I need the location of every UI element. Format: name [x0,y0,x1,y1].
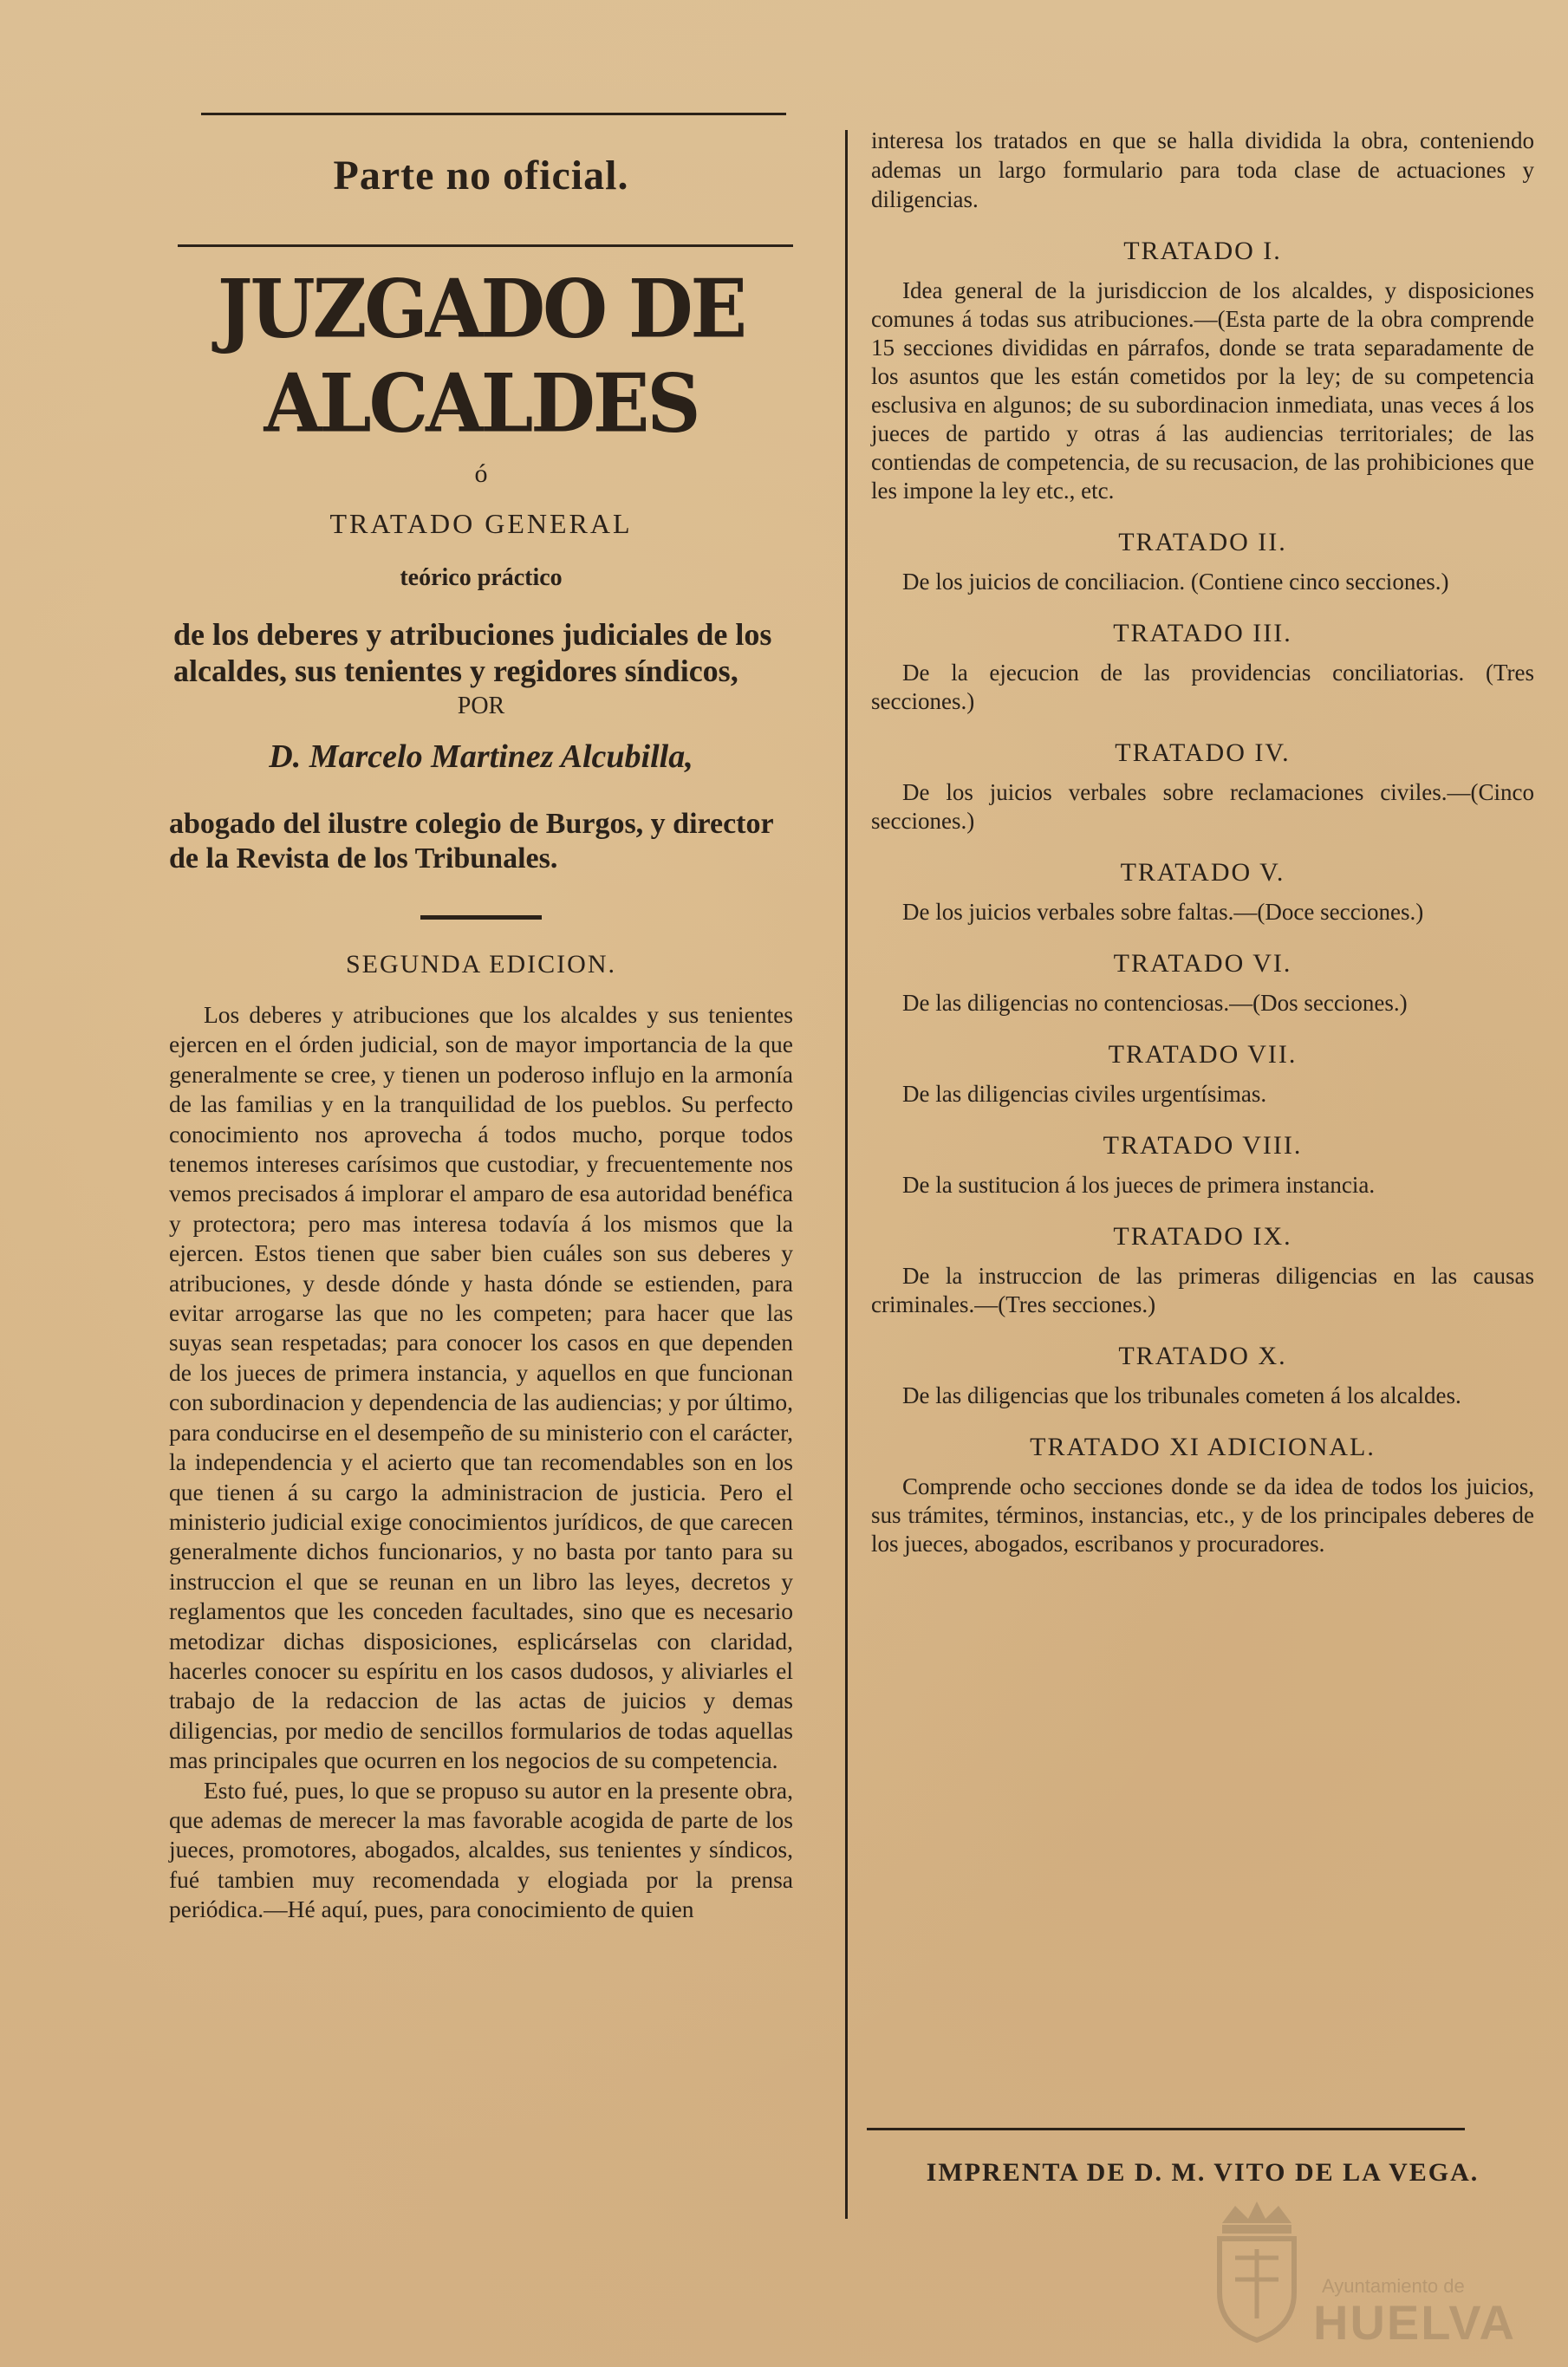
tratado-description: De la ejecucion de las providencias conciliatorias. (Tres secciones.) [871,660,1534,714]
tratado-heading: TRATADO IX. [1113,1222,1292,1251]
watermark-logo [1209,2197,1516,2350]
tratado-heading: TRATADO VI. [1113,949,1292,978]
bottom-rule-right [867,2128,1465,2130]
main-title: JUZGADO DE ALCALDES [217,261,745,452]
printer-imprint: IMPRENTA DE D. M. VITO DE LA VEGA. [926,2158,1480,2187]
tratado-heading: TRATADO XI ADICIONAL. [1030,1433,1376,1461]
tratado-description: Idea general de la jurisdiccion de los alcaldes, y disposiciones comunes á todas sus atribuciones.—(Esta parte de la obra comprende 15 secciones divididas en párrafos, donde se trata separadamente de los asuntos que les están cometidos por la ley; de su competencia esclusiva en algunos; de su subordinacion inmediata, unas veces á los jueces de partido y otras á las audiencias territoriales; de las contiendas de competencia, de su recusacion, de las prohibiciones que les impone la ley etc., etc. [871,277,1534,504]
author-title: abogado del ilustre colegio de Burgos, y director de la Revista de los Tribunales. [169,808,773,875]
tratado-heading: TRATADO V. [1120,858,1285,887]
tratado-description: De los juicios verbales sobre faltas.—(Doce secciones.) [902,899,1424,925]
tratado-description: De los juicios de conciliacion. (Contiene cinco secciones.) [902,569,1449,595]
tratado-description: Comprende ocho secciones donde se da idea de todos los juicios, sus trámites, términos, instancias, etc., y de los principales deberes de los jueces, abogados, escribanos y procuradores. [871,1473,1534,1557]
body-paragraph: Los deberes y atribuciones que los alcaldes y sus tenientes ejercen en el órden judicial, son de mayor importancia de la que generalmente se cree, y tienen un poderoso influjo en la armonía de las familias y en la tranquilidad de los pueblos. Su perfecto conocimiento nos aprovecha á todos mucho, porque todos tenemos intereses carísimos que custodiar, y frecuentemente nos vemos precisados á implorar el amparo de esa autoridad benéfica y protectora; pero mas interesa todavía á los mismos que la ejercen. Estos tienen que saber bien cuáles son sus deberes y atribuciones, y desde dónde y hasta dónde se estienden, para evitar arrogarse las que no les competen; para hacer que las suyas sean respetadas; para conocer los casos en que dependen de los jueces de primera instancia, y aquellos en que funcionan con subordinacion y dependencia de las audiencias; y por último, para conducirse en el desempeño de su ministerio con el carácter, la independencia y el acierto que tan recomendables son en los que tienen á su cargo la administracion de justicia. Pero el ministerio judicial exige conocimientos jurídicos, de que carecen generalmente dichos funcionarios, y no basta por tanto para su instruccion el que se reunan en un libro las leyes, decretos y reglamentos que les conceden facultades, sino que es necesario metodizar dichas disposiciones, esplicárselas con claridad, hacerles conocer su espíritu en los casos dudosos, y aliviarles el trabajo de la redaccion de las actas de juicios y demas diligencias, por medio de sencillos formularios de todas aquellas mas principales que ocurren en los negocios de su competencia. [169,1001,793,1774]
watermark-text-top: Ayuntamiento de [1322,2275,1465,2297]
tratado-description: De las diligencias no contenciosas.—(Dos secciones.) [902,990,1408,1016]
tratado-description: De las diligencias civiles urgentísimas. [902,1081,1267,1107]
tratado-heading: TRATADO VIII. [1103,1131,1303,1160]
tratado-heading: TRATADO IV. [1115,738,1291,767]
column-divider [845,130,848,2219]
crown-shield-icon [1209,2197,1304,2344]
tratado-heading: TRATADO II. [1118,528,1287,556]
by-label: POR [457,693,505,719]
subtitle: TRATADO GENERAL [329,508,633,539]
subtitle-secondary: teórico práctico [400,564,563,591]
watermark-text-main: HUELVA [1313,2295,1516,2350]
tratado-description: De las diligencias que los tribunales cometen á los alcaldes. [902,1382,1461,1408]
edition-label: SEGUNDA EDICION. [346,950,616,979]
intro-text: interesa los tratados en que se halla dividida la obra, conteniendo ademas un largo formulario para toda clase de actuaciones y diligencias. [871,127,1534,212]
tratado-description: De la sustitucion á los jueces de primera instancia. [902,1172,1376,1198]
tratado-heading: TRATADO I. [1123,237,1282,265]
tratado-heading: TRATADO X. [1118,1342,1287,1370]
author-name: D. Marcelo Martinez Alcubilla, [269,738,693,775]
body-paragraph: Esto fué, pues, lo que se propuso su autor en la presente obra, que ademas de merecer la mas favorable acogida de parte de los jueces, promotores, abogados, alcaldes, sus tenientes y síndicos, fué tambien muy recomendada y elogiada por la prensa periódica.—Hé aquí, pues, para conocimiento de quien [169,1776,793,1923]
right-column [871,126,1534,1558]
tratado-description: De la instruccion de las primeras diligencias en las causas criminales.—(Tres secciones.) [871,1263,1534,1317]
section-title: Parte no oficial. [333,153,629,198]
title-conjunction: ó [474,459,488,488]
short-divider [420,915,542,920]
tratado-heading: TRATADO VII. [1108,1040,1298,1069]
work-description: de los deberes y atribuciones judiciales de los alcaldes, sus tenientes y regidores síndicos, [173,617,772,688]
left-column [169,104,793,1925]
left-body-text [169,1000,793,1925]
tratado-heading: TRATADO III. [1113,619,1292,647]
tratado-description: De los juicios verbales sobre reclamaciones civiles.—(Cinco secciones.) [871,779,1534,834]
